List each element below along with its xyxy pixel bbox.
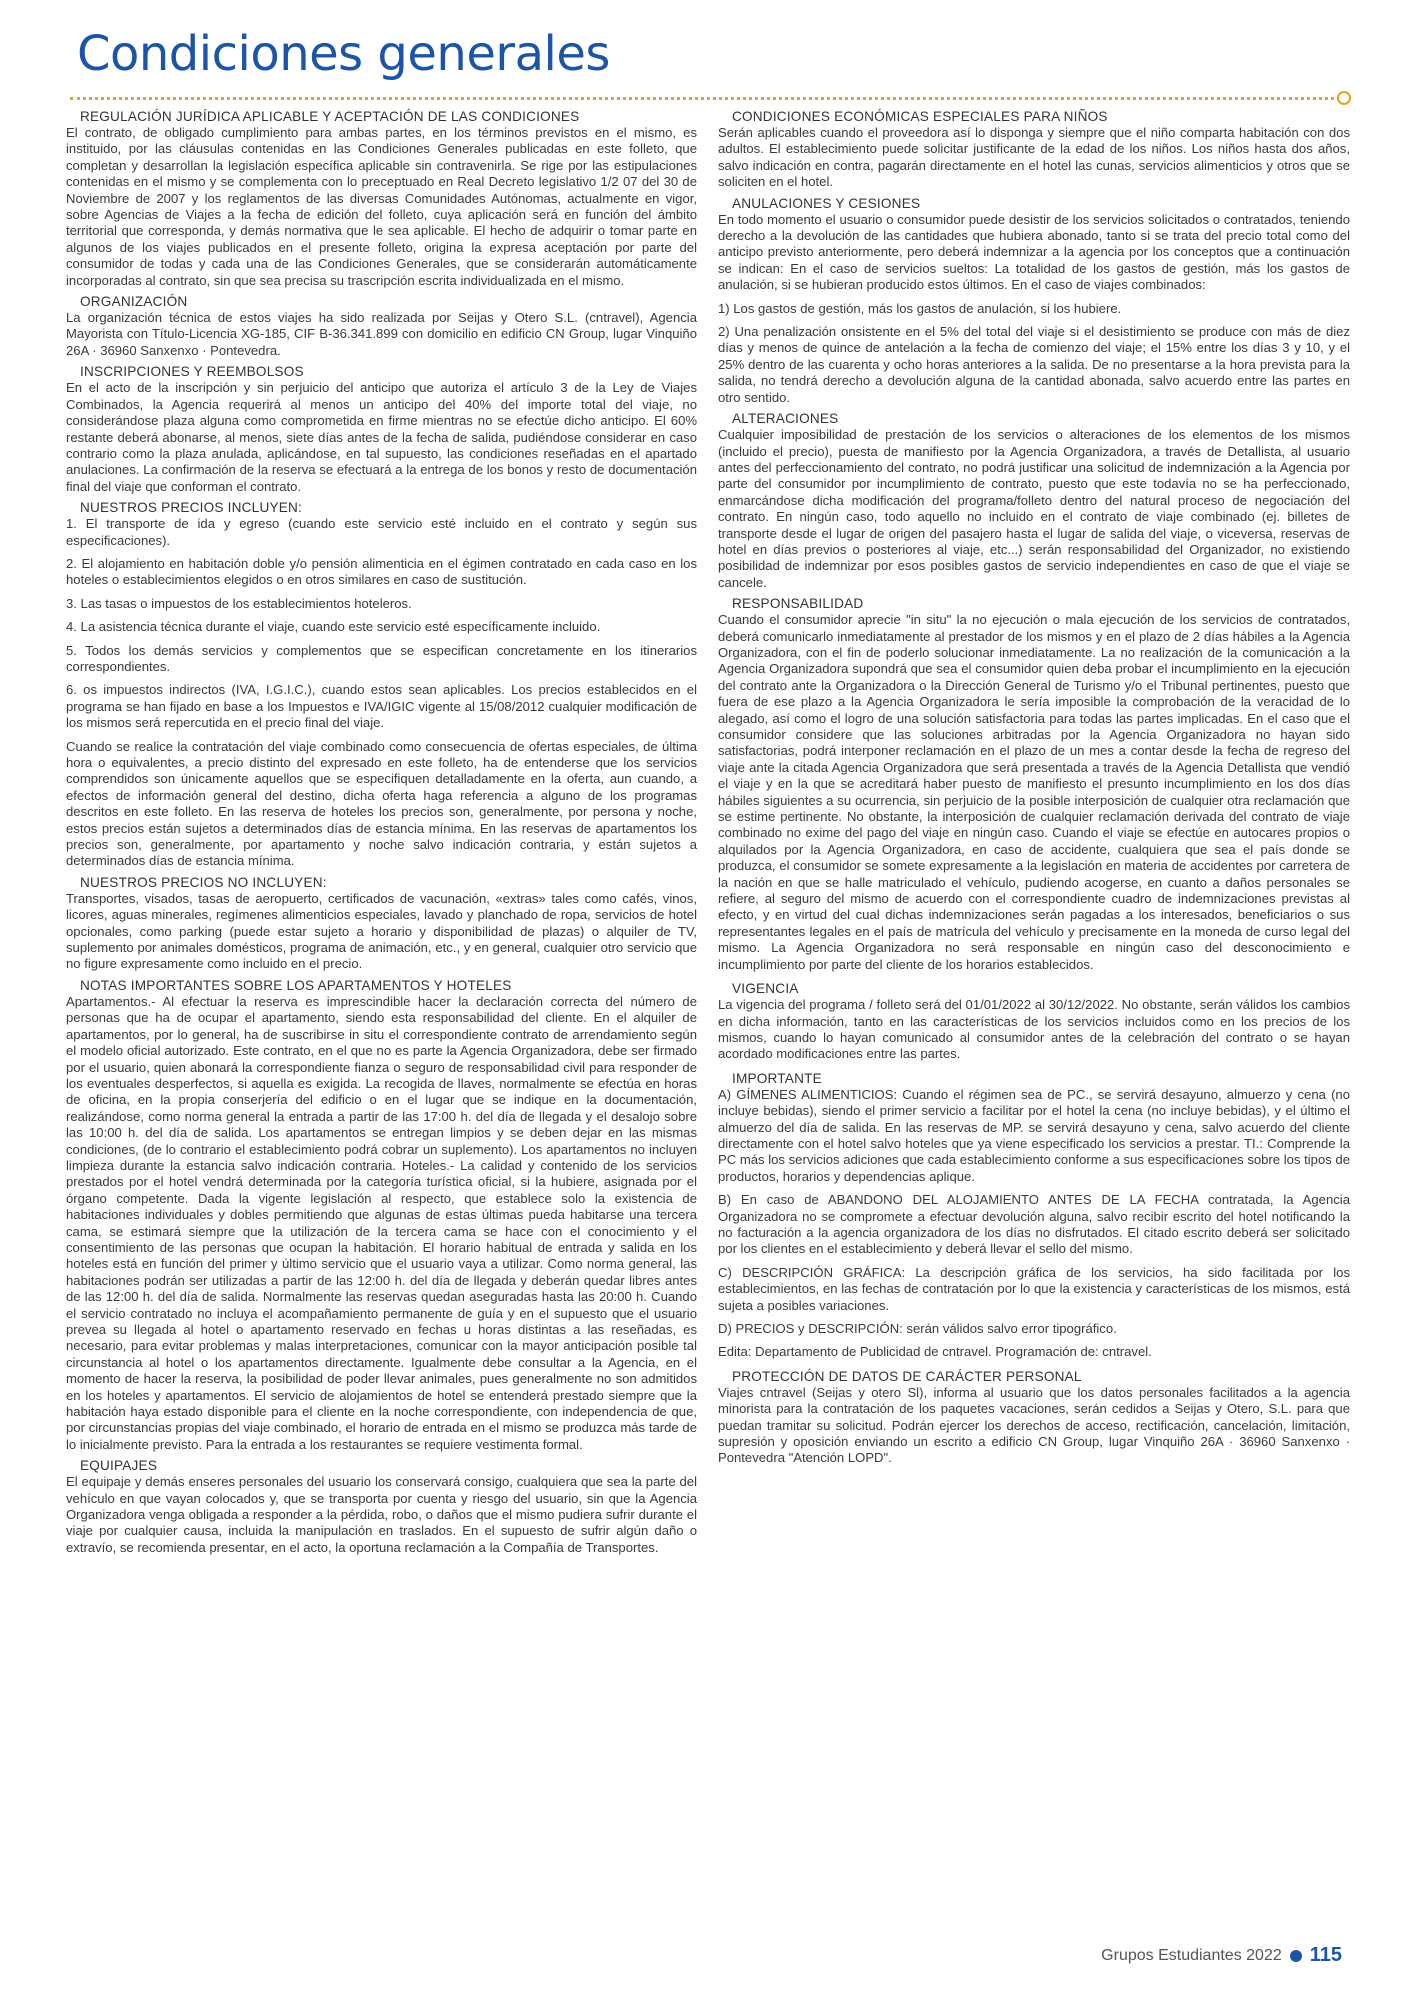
paragraph: Viajes cntravel (Seijas y otero Sl), informa al usuario que los datos personales facilitados a la agencia minorista para la contratación de los paquetes vacaciones, serán cedidos a Seijas y Otero, S.L. para que puedan tramitar su solicitud. Podrán ejercer los derechos de acceso, rectificación, cancelación, limitación, supresión y oposición enviando un escrito a edificio CN Group, lugar Vinquiño 26A · 36960 Sanxenxo · Pontevedra "Atención LOPD". [718,1384,1350,1466]
paragraph: El equipaje y demás enseres personales del usuario los conservará consigo, cualquiera que sea la parte del vehículo en que vayan colocados y, que se transporta por cuenta y riesgo del usuario, sin que la Agencia Organizadora venga obligada a responder a la pérdida, robo, o daños que el mismo pudiera sufrir durante el viaje por cualquier causa, incluida la manipulación en traslados. En el supuesto de sufrir algún daño o extravío, se recomienda presentar, en el acto, la oportuna reclamación a la Compañía de Transportes. [66,1474,697,1555]
section-responsabilidad [718,595,1350,973]
section-title: ANULACIONES Y CESIONES [732,195,921,211]
paragraph: La organización técnica de estos viajes ha sido realizada por Seijas y Otero S.L. (cntravel), Agencia Mayorista con Título-Licencia XG-185, CIF B-36.341.899 con domicilio en edificio CN Group, lugar Vinquiño 26A · 36960 Sanxenxo · Pontevedra. [66,310,697,358]
list-item: B) En caso de ABANDONO DEL ALOJAMIENTO ANTES DE LA FECHA contratada, la Agencia Organizadora no se compromete a efectuar devolución alguna, salvo recibir escrito del hotel notificando la no facturación a la agencia organizadora de los días no disfrutados. El citado escrito deberá ser solicitado por los clientes en el establecimiento y deberá llevar el sello del mismo. [718,1192,1350,1257]
paragraph: El contrato, de obligado cumplimiento para ambas partes, en los términos previstos en el mismo, es instituido, por las cláusulas contenidas en las Condiciones Generales publicadas en este folleto, que completan y desarrollan la legislación específica aplicable sin contravenirla. Se rige por las estipulaciones contenidas en el mismo y se complementa con lo preceptuado en Real Decreto legislativo 1/2 07 del 30 de Noviembre de 2007 y los reglamentos de las diversas Comunidades Autónomas, actualmente en vigor, sobre Agencias de Viajes a la fecha de edición del folleto, cuya aplicación será en función del ámbito territorial que corresponda, y demás normativa que le sea aplicable. El hecho de adquirir o tomar parte en algunos de los viajes publicados en el presente folleto, origina la expresa aceptación por parte del consumidor de todas y cada una de las Condiciones Generales, que se considerarán automáticamente incorporadas al contrato, sin que sea precisa su trascripción escrita individualizada en el mismo. [66,125,697,288]
left-column [66,108,697,1938]
list-item: 2) Una penalización onsistente en el 5% del total del viaje si el desistimiento se produce con más de diez días y menos de quince de antelación a la fecha de comienzo del viaje; el 15% entre los días 3 y 10, y el 25% dentro de las cuarenta y ocho horas anteriores a la salida. De no presentarse a la hora prevista para la salida, no tendrá derecho a devolución alguna de la cantidad abonada, salvo acuerdo entre las partes en otro sentido. [718,324,1350,405]
paragraph: Transportes, visados, tasas de aeropuerto, certificados de vacunación, «extras» tales como cafés, vinos, licores, aguas minerales, regímenes alimenticios especiales, lavado y planchado de ropa, servicios de hotel opcionales, como parking (puede estar sujeto a horario y disponibilidad de plazas) o alquiler de TV, suplemento por animales domésticos, programa de animación, etc., y en general, cualquier otro servicio que no figure expresamente como incluido en el precio. [66,890,697,972]
section-notas-apartamentos [66,977,697,1453]
section-organizacion [66,293,697,359]
section-title: CONDICIONES ECONÓMICAS ESPECIALES PARA NIÑOS [732,109,1108,124]
section-title: NUESTROS PRECIOS NO INCLUYEN: [80,874,327,890]
list-item: C) DESCRIPCIÓN GRÁFICA: La descripción gráfica de los servicios, ha sido facilitada por los establecimientos, en las fechas de contratación por lo que la existencia y características de los mismos, está sujeta a posibles variaciones. [718,1264,1350,1313]
section-importante [718,1070,1350,1361]
paragraph: La vigencia del programa / folleto será del 01/01/2022 al 30/12/2022. No obstante, serán válidos los cambios en dicha información, tanto en las características de los servicios incluidos como en los precios de los mismos, cuando lo hayan comunicado al consumidor antes de la celebración del contrato o se hayan acordado modificaciones entre las partes. [718,997,1350,1062]
divider-end-dot-icon [1337,91,1351,105]
section-title: PROTECCIÓN DE DATOS DE CARÁCTER PERSONAL [732,1368,1082,1384]
paragraph: Cualquier imposibilidad de prestación de los servicios o alteraciones de los elementos de los mismos (incluido el precio), puesta de manifiesto por la Agencia Organizadora, a través de Detallista, al usuario antes del perfeccionamiento del contrato, no podrá justificar una solicitud de indemnización a la Agencia por parte del consumidor por incumplimiento de contrato, puesto que este todavía no se ha perfeccionado, enmarcándose dicha modificación del programa/folleto dentro del natural proceso de negociación del contrato. En ningún caso, todo aquello no incluido en el contrato de viaje combinado (ej. billetes de transporte desde el lugar de origen del pasajero hasta el lugar de salida del viaje, o viceversa, reservas de hotel en días previos o posteriores al viaje, etc...) serán responsabilidad del Organizador, no existiendo posibilidad de indemnizar por esos posibles gastos de servicio independientes en caso de que el viaje se cancele. [718,427,1350,590]
section-title: VIGENCIA [732,981,799,997]
section-title: INSCRIPCIONES Y REEMBOLSOS [80,364,304,380]
section-equipajes [66,1457,697,1556]
paragraph: Apartamentos.- Al efectuar la reserva es imprescindible hacer la declaración correcta del número de personas que ha de ocupar el apartamento, siendo esta responsabilidad del cliente. En el alquiler de apartamentos, por lo general, ha de suscribirse in situ el correspondiente contrato de arrendamiento según el modelo oficial autorizado. Este contrato, en el que no es parte la Agencia Organizadora, debe ser firmado por el usuario, quien abonará la correspondiente fianza o seguro de responsabilidad civil para responder de los eventuales desperfectos, si aquella es exigida. La recogida de llaves, normalmente se efectúa en horas de oficina, en la propia conserjería del edificio o en el lugar que se indique en la documentación, realizándose, como norma general la entrada a partir de las 17:00 h. del día de llegada y el desalojo sobre las 10:00 h. del día de salida. Los apartamentos se entregan limpios y se deben dejar en las mismas condiciones, (de lo contrario el establecimiento podrá cobrar un suplemento). Los apartamentos no incluyen limpieza durante la estancia salvo indicación contraria. Hoteles.- La calidad y contenido de los servicios prestados por el hotel vendrá determinada por la categoría turística oficial, si la hubiere, asignada por el órgano competente. Dada la vigente legislación al respecto, que establece solo la existencia de habitaciones individuales y dobles permitiendo que algunas de estas últimas pueda habitarse una tercera cama, se estimará siempre que la utilización de la tercera cama se hace con el conocimiento y el consentimiento de las personas que ocupan la habitación. El horario habitual de entrada y salida en los hoteles está en función del primer y último servicio que el usuario vaya a utilizar. Como norma general, las habitaciones podrán ser utilizadas a partir de las 12:00 h. del día de llegada y deberán quedar libres antes de las 12:00 h. del día de salida. Normalmente las reservas quedan aseguradas hasta las 20:00 h. Cuando el servicio contratado no incluya el acompañamiento permanente de guía y en el supuesto que el usuario prevea su llegada al hotel o apartamento reservado en fechas u horas distintas a las reseñadas, es necesario, para evitar problemas y malas interpretaciones, comunicar con la mayor anticipación posible tal circunstancia al hotel o los apartamentos directamente. Igualmente debe consultar a la Agencia, en el momento de hacer la reserva, la posibilidad de poder llevar animales, pues generalmente no son admitidos en los hoteles y apartamentos. El servicio de alojamientos de hotel se entenderá prestado siempre que la habitación haya estado disponible para el cliente en la noche correspondiente, con independencia de que, por circunstancias propias del viaje combinado, el horario de entrada en el mismo se produzca más tarde de lo inicialmente previsto. Para la entrada a los restaurantes se requiere vestimenta formal. [66,993,697,1452]
section-title: NUESTROS PRECIOS INCLUYEN: [80,500,302,516]
list-item: 2. El alojamiento en habitación doble y/o pensión alimenticia en el égimen contratado en cada caso en los hoteles o establecimientos elegidos o en otros similares en caso de sustitución. [66,555,697,588]
section-title: ALTERACIONES [732,411,839,427]
section-precios-no-incluyen [66,874,697,973]
section-anulaciones [718,195,1350,406]
section-alteraciones [718,410,1350,591]
paragraph: En el acto de la inscripción y sin perjuicio del anticipo que autoriza el artículo 3 de la Ley de Viajes Combinados, la Agencia requerirá al menos un anticipo del 40% del importe total del viaje, no considerándose plaza alguna como comprometida en firme mientras no se efectúe dicho anticipo. El 60% restante deberá abonarse, al menos, siete días antes de la fecha de salida, pudiéndose considerar en caso contrario como la plaza anulada, aplicándose, en tal supuesto, las condiciones reseñadas en el apartado anulaciones. La confirmación de la reserva se efectuará a la entrega de los bonos y resto de documentación final del viaje que conforman el contrato. [66,380,697,494]
section-ninos [718,108,1350,191]
paragraph: Cuando se realice la contratación del viaje combinado como consecuencia de ofertas especiales, de última hora o equivalentes, a precio distinto del expresado en este folleto, ha de entenderse que los servicios comprendidos son únicamente aquellos que se especifiquen detalladamente en la oferta, aun cuando, a efectos de información general del destino, dicha oferta haga referencia a alguno de los programas descritos en este folleto. En las reserva de hoteles los precios son, generalmente, por persona y noche, estos precios están sujetos a determinados días de estancia mínima. En las reservas de apartamentos los precios son, generalmente, por apartamento y noche salvo indicación contraria, y están sujetos a determinados días de estancia mínima. [66,738,697,869]
list-item: 1. El transporte de ida y egreso (cuando este servicio esté incluido en el contrato y según sus especificaciones). [66,516,697,548]
section-vigencia [718,980,1350,1063]
paragraph: En todo momento el usuario o consumidor puede desistir de los servicios solicitados o contratados, teniendo derecho a la devolución de las cantidades que hubiera abonado, tanto si se trata del precio total como del anticipo previsto anteriormente, pero deberá indemnizar a la agencia por los conceptos que a continuación se indican: En el caso de servicios sueltos: La totalidad de los gastos de gestión, más los gastos de anulación, si se hubieran producido estos últimos. En el caso de viajes combinados: [718,211,1350,293]
paragraph: Edita: Departamento de Publicidad de cntravel. Programación de: cntravel. [718,1344,1152,1360]
title-divider [70,97,1340,100]
section-title: ORGANIZACIÓN [80,294,188,310]
right-column [718,108,1350,1938]
list-item: 3. Las tasas o impuestos de los establecimientos hoteleros. [66,595,412,611]
list-item: 6. os impuestos indirectos (IVA, I.G.I.C.), cuando estos sean aplicables. Los precios establecidos en el programa se han fijado en base a los Impuestos e IVA/IGIC vigente al 15/08/2012 cualquier modificación de los mismos será repercutida en el precio final del viaje. [66,682,697,731]
list-item: 1) Los gastos de gestión, más los gastos de anulación, si los hubiere. [718,300,1122,316]
page-title: Condiciones generales [77,26,610,82]
section-regulacion [66,108,697,289]
footer-label: Grupos Estudiantes 2022 [1101,1946,1282,1964]
section-title: EQUIPAJES [80,1458,158,1474]
page-footer [1101,1944,1342,1967]
list-item: A) GÍMENES ALIMENTICIOS: Cuando el régimen sea de PC., se servirá desayuno, almuerzo y cena (no incluye bebidas), siendo el primer servicio a facilitar por el hotel la cena (no incluye bebidas), y el último el almuerzo del día de salida. En las reservas de MP. se servirá desayuno y cena, salvo acuerdo del cliente directamente con el hotel salvo hoteles que ya viene especificado los servicios a prestar. TI.: Comprende la PC más los servicios adiciones que cada establecimiento conforme a sus especificaciones sobre los tipos de productos, horarios y dependencias aplique. [718,1086,1350,1184]
paragraph: Serán aplicables cuando el proveedora así lo disponga y siempre que el niño comparta habitación con dos adultos. El establecimiento puede solicitar justificante de la edad de los niños. Los niños hasta dos años, salvo indicación en contra, pagarán directamente en el hotel las cunas, servicios alimenticios y otros que se soliciten en el hotel. [718,125,1350,190]
section-inscripciones [66,363,697,495]
section-proteccion-datos [718,1368,1350,1467]
list-item: D) PRECIOS y DESCRIPCIÓN: serán válidos salvo error tipográfico. [718,1321,1117,1336]
list-item: 5. Todos los demás servicios y complementos que se especifican concretamente en los itinerarios correspondientes. [66,642,697,674]
section-title: RESPONSABILIDAD [732,596,864,612]
section-precios-incluyen [66,499,697,870]
paragraph: Cuando el consumidor aprecie "in situ" la no ejecución o mala ejecución de los servicios de contratados, deberá comunicarlo inmediatamente al prestador de los mismos y en el plazo de 2 días hábiles a la Agencia Organizadora, con el fin de poderlo solucionar inmediatamente. La no realización de la comunicación a la Agencia Organizadora supondrá que sea el consumidor quien deba probar el incumplimiento en la ejecución del contrato ante la Organizadora o la Dirección General de Turismo y/o el Tribunal pertinentes, puesto que fuera de ese plazo a la Agencia Organizadora le sería imposible la comprobación de la veracidad de lo alegado, así como el logro de una solución satisfactoria para todas las partes implicadas. En el caso que el consumidor considere que las soluciones arbitradas por la Agencia Organizadora no hayan sido satisfactorias, podrá interponer reclamación en el plazo de un mes a contar desde la fecha de regreso del viaje ante la citada Agencia Organizadora que será presentada a través de la Agencia Detallista que vendió el viaje y en la que se acreditará haber puesto de manifiesto el presunto incumplimiento en los dos días hábiles siguientes a su ocurrencia, sin perjuicio de la posible interposición de cualquier otra reclamación que se estime pertinente. No obstante, la interposición de cualquier reclamación derivada del contrato de viaje combinado no exime del pago del viaje en ningún caso. Cuando el viaje se efectúe en autocares propios o alquilados por la Agencia Organizadora, en caso de accidente, cualquiera que sea el país donde se produzca, el consumidor se somete expresamente a la legislación en materia de accidentes por carretera de la nación en que se halle matriculado el vehículo, pudiendo acogerse, en cuanto a daños personales se refiere, al seguro del mismo de acuerdo con el correspondiente cuadro de indemnizaciones previstas al efecto, y en virtud del cual dichas indemnizaciones serán pagadas a los interesados, beneficiarios o sus representantes legales en el país de matrícula del vehículo y precisamente en la moneda de curso legal del mismo. La Agencia Organizadora no será responsable en ningún caso del desconocimiento e incumplimiento por parte del cliente de los horarios establecidos. [718,612,1350,972]
section-title: IMPORTANTE [732,1070,822,1086]
page-number: 115 [1309,1944,1342,1966]
section-title: NOTAS IMPORTANTES SOBRE LOS APARTAMENTOS Y HOTELES [80,977,512,993]
section-title: REGULACIÓN JURÍDICA APLICABLE Y ACEPTACIÓN DE LAS CONDICIONES [80,109,580,124]
list-item: 4. La asistencia técnica durante el viaje, cuando este servicio esté específicamente incluido. [66,619,601,635]
bullet-dot-icon [1290,1950,1302,1962]
